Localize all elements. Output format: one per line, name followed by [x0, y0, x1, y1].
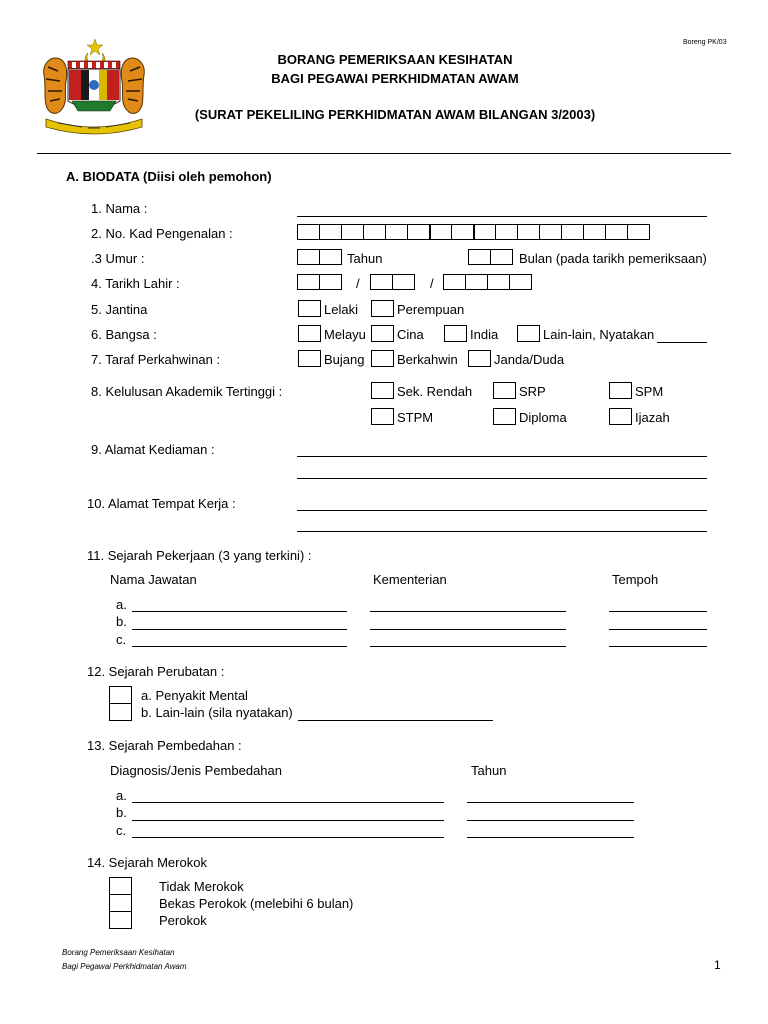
dob-month-boxes[interactable] — [370, 274, 414, 290]
q11-letter-a: a. — [116, 597, 127, 612]
q11-kementerian-b[interactable] — [370, 629, 566, 630]
alamat-kediaman-line-2[interactable] — [297, 478, 707, 479]
form-title-3: (SURAT PEKELILING PERKHIDMATAN AWAM BILANGAN 3/2003) — [194, 107, 596, 122]
diploma-label: Diploma — [519, 410, 567, 425]
india-checkbox[interactable] — [444, 325, 467, 342]
dob-day-boxes[interactable] — [297, 274, 341, 290]
page-number: 1 — [714, 958, 721, 972]
section-a-title: A. BIODATA (Diisi oleh pemohon) — [66, 169, 272, 184]
col-tempoh: Tempoh — [612, 572, 659, 587]
bujang-label: Bujang — [324, 352, 365, 367]
srp-label: SRP — [519, 384, 546, 399]
q14-label: 14. Sejarah Merokok — [87, 855, 207, 870]
q13-diagnosis-a[interactable] — [132, 802, 444, 803]
alamat-kerja-line-1[interactable] — [297, 510, 707, 511]
q10-label: 10. Alamat Tempat Kerja : — [87, 496, 236, 511]
q2-label: 2. No. Kad Pengenalan : — [91, 226, 233, 241]
col-diagnosis: Diagnosis/Jenis Pembedahan — [110, 763, 282, 778]
dob-year-boxes[interactable] — [443, 274, 531, 290]
q13-tahun-a[interactable] — [467, 802, 634, 803]
ijazah-checkbox[interactable] — [609, 408, 632, 425]
q13-letter-c: c. — [116, 823, 127, 838]
col-tahun: Tahun — [471, 763, 507, 778]
diploma-checkbox[interactable] — [493, 408, 516, 425]
q13-letter-b: b. — [116, 805, 127, 820]
header-divider — [37, 153, 731, 154]
q11-kementerian-a[interactable] — [370, 611, 566, 612]
q13-letter-a: a. — [116, 788, 127, 803]
footer-line-1: Borang Pemeriksaan Kesihatan — [62, 948, 175, 957]
india-label: India — [470, 327, 499, 342]
stpm-checkbox[interactable] — [371, 408, 394, 425]
srp-checkbox[interactable] — [493, 382, 516, 399]
col-nama-jawatan: Nama Jawatan — [110, 572, 197, 587]
dob-separator-2: / — [430, 276, 434, 291]
coat-of-arms-icon — [38, 35, 150, 135]
q1-label: 1. Nama : — [91, 201, 148, 216]
q4-label: 4. Tarikh Lahir : — [91, 276, 180, 291]
sek-rendah-label: Sek. Rendah — [397, 384, 473, 399]
penyakit-mental-label: a. Penyakit Mental — [141, 688, 248, 703]
q12-label: 12. Sejarah Perubatan : — [87, 664, 225, 679]
bulan-label: Bulan (pada tarikh pemeriksaan) — [519, 251, 707, 266]
cina-checkbox[interactable] — [371, 325, 394, 342]
q13-tahun-b[interactable] — [467, 820, 634, 821]
umur-tahun-boxes[interactable] — [297, 249, 341, 265]
q11-jawatan-b[interactable] — [132, 629, 347, 630]
q6-label: 6. Bangsa : — [91, 327, 157, 342]
lain-lain-perubatan-field[interactable] — [298, 720, 493, 721]
tahun-label: Tahun — [347, 251, 383, 266]
sek-rendah-checkbox[interactable] — [371, 382, 394, 399]
tidak-merokok-checkbox[interactable] — [109, 877, 132, 895]
alamat-kediaman-line-1[interactable] — [297, 456, 707, 457]
q13-diagnosis-c[interactable] — [132, 837, 444, 838]
q11-jawatan-a[interactable] — [132, 611, 347, 612]
q11-kementerian-c[interactable] — [370, 646, 566, 647]
lain-lain-perubatan-label: b. Lain-lain (sila nyatakan) — [141, 705, 293, 720]
alamat-kerja-line-2[interactable] — [297, 531, 707, 532]
berkahwin-label: Berkahwin — [397, 352, 458, 367]
q11-label: 11. Sejarah Pekerjaan (3 yang terkini) : — [87, 548, 312, 563]
janda-duda-label: Janda/Duda — [494, 352, 565, 367]
bujang-checkbox[interactable] — [298, 350, 321, 367]
form-code: Boreng PK/03 — [683, 39, 727, 46]
q7-label: 7. Taraf Perkahwinan : — [91, 352, 221, 367]
lelaki-checkbox[interactable] — [298, 300, 321, 317]
melayu-label: Melayu — [324, 327, 366, 342]
q5-label: 5. Jantina — [91, 302, 148, 317]
spm-checkbox[interactable] — [609, 382, 632, 399]
bekas-perokok-label: Bekas Perokok (melebihi 6 bulan) — [159, 896, 354, 911]
ijazah-label: Ijazah — [635, 410, 670, 425]
bangsa-nyatakan-field[interactable] — [657, 342, 707, 343]
nama-field[interactable] — [297, 216, 707, 217]
berkahwin-checkbox[interactable] — [371, 350, 394, 367]
stpm-label: STPM — [397, 410, 434, 425]
q13-diagnosis-b[interactable] — [132, 820, 444, 821]
footer-line-2: Bagi Pegawai Perkhidmatan Awam — [62, 962, 187, 971]
q11-tempoh-c[interactable] — [609, 646, 707, 647]
lain-lain-perubatan-checkbox[interactable] — [109, 703, 132, 721]
q9-label: 9. Alamat Kediaman : — [91, 442, 215, 457]
q8-label: 8. Kelulusan Akademik Tertinggi : — [91, 384, 283, 399]
perokok-label: Perokok — [159, 913, 207, 928]
form-title-2: BAGI PEGAWAI PERKHIDMATAN AWAM — [271, 71, 519, 86]
form-title-1: BORANG PEMERIKSAAN KESIHATAN — [277, 52, 513, 67]
cina-label: Cina — [397, 327, 424, 342]
perempuan-label: Perempuan — [397, 302, 465, 317]
ic-number-boxes[interactable] — [297, 224, 649, 240]
q11-tempoh-b[interactable] — [609, 629, 707, 630]
q11-tempoh-a[interactable] — [609, 611, 707, 612]
janda-duda-checkbox[interactable] — [468, 350, 491, 367]
col-kementerian: Kementerian — [373, 572, 447, 587]
lain-lain-checkbox[interactable] — [517, 325, 540, 342]
tidak-merokok-label: Tidak Merokok — [159, 879, 244, 894]
perokok-checkbox[interactable] — [109, 911, 132, 929]
q11-jawatan-c[interactable] — [132, 646, 347, 647]
spm-label: SPM — [635, 384, 664, 399]
lelaki-label: Lelaki — [324, 302, 358, 317]
umur-bulan-boxes[interactable] — [468, 249, 512, 265]
lain-lain-label: Lain-lain, Nyatakan — [543, 327, 655, 342]
q3-label: .3 Umur : — [91, 251, 145, 266]
q11-letter-c: c. — [116, 632, 127, 647]
perempuan-checkbox[interactable] — [371, 300, 394, 317]
dob-separator-1: / — [356, 276, 360, 291]
melayu-checkbox[interactable] — [298, 325, 321, 342]
bekas-perokok-checkbox[interactable] — [109, 894, 132, 912]
q13-label: 13. Sejarah Pembedahan : — [87, 738, 242, 753]
penyakit-mental-checkbox[interactable] — [109, 686, 132, 704]
q11-letter-b: b. — [116, 614, 127, 629]
q13-tahun-c[interactable] — [467, 837, 634, 838]
